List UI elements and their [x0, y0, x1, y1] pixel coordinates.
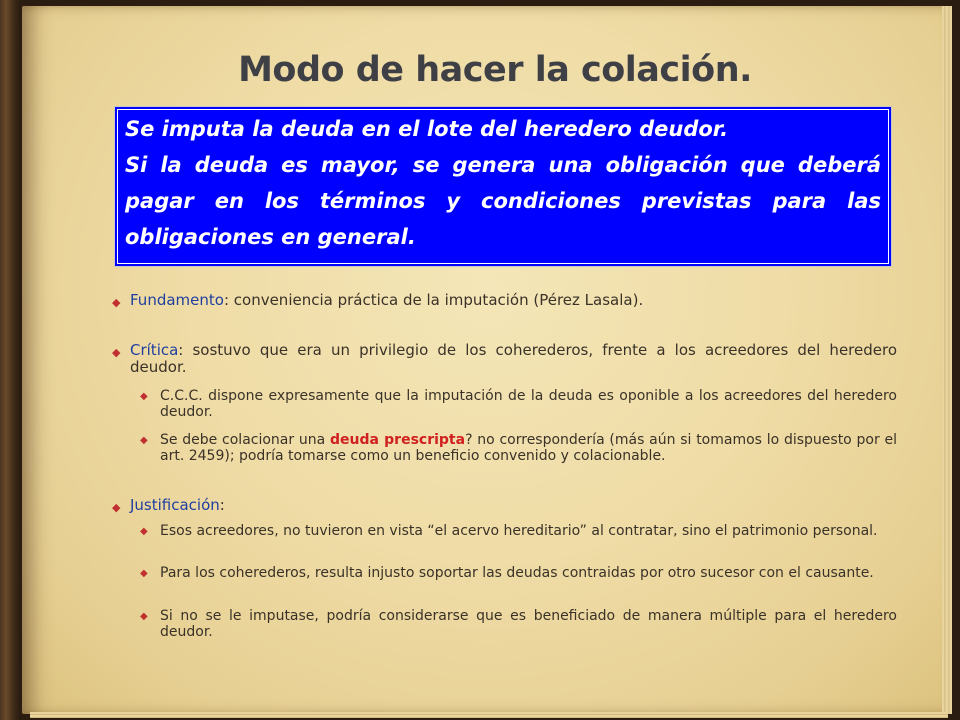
sub-item-critica-1 — [140, 388, 897, 420]
page-edge-right — [942, 6, 952, 714]
item-text: : — [219, 496, 225, 514]
item-text: : sostuvo que era un privilegio de los coherederos, frente a los acreedores del heredero deudor. — [130, 341, 897, 376]
item-label: Justificación — [130, 496, 220, 514]
list-item-fundamento — [112, 291, 897, 309]
list-item-critica — [112, 341, 897, 376]
page-title: Modo de hacer la colación. — [238, 50, 752, 90]
list-item-justificacion — [112, 496, 897, 514]
sub-item-critica-2 — [140, 432, 897, 464]
highlighted-term: deuda prescripta — [330, 432, 466, 448]
sub-item-justificacion-3 — [140, 608, 897, 640]
sub-item-justificacion-1 — [140, 523, 897, 539]
diamond-bullet-icon: ◆ — [140, 568, 148, 579]
sub-item-text-pre: Se debe colacionar una — [160, 432, 330, 448]
sub-item-text: Esos acreedores, no tuvieron en vista “el acervo hereditario” al contratar, sino el patrimonio personal. — [160, 523, 878, 539]
item-label: Crítica — [130, 341, 179, 359]
diamond-bullet-icon: ◆ — [112, 296, 121, 309]
sub-item-text: Si no se le imputase, podría considerarse que es beneficiado de manera múltiple para el heredero deudor. — [160, 608, 897, 640]
sub-item-text: Para los coherederos, resulta injusto soportar las deudas contraidas por otro sucesor con el causante. — [160, 565, 874, 581]
diamond-bullet-icon: ◆ — [140, 391, 148, 402]
page-edge-bottom — [30, 712, 948, 718]
highlight-callout — [115, 107, 891, 266]
diamond-bullet-icon: ◆ — [112, 501, 121, 514]
item-label: Fundamento — [130, 291, 224, 309]
diamond-bullet-icon: ◆ — [112, 346, 121, 359]
callout-line-1: Se imputa la deuda en el lote del heredero deudor. — [125, 117, 729, 141]
sub-item-text-post: ? no correspondería (más aún si tomamos lo dispuesto por el art. 2459); podría tomarse como un beneficio convenido y colacionable. — [160, 432, 897, 464]
sub-item-justificacion-2 — [140, 565, 897, 581]
diamond-bullet-icon: ◆ — [140, 526, 148, 537]
item-text: : conveniencia práctica de la imputación (Pérez Lasala). — [223, 291, 644, 309]
diamond-bullet-icon: ◆ — [140, 611, 148, 622]
sub-item-text: C.C.C. dispone expresamente que la imputación de la deuda es oponible a los acreedores del heredero deudor. — [160, 388, 897, 420]
diamond-bullet-icon: ◆ — [140, 435, 148, 446]
callout-line-2: Si la deuda es mayor, se genera una obligación que deberá pagar en los términos y condiciones previstas para las obligaciones en general. — [125, 153, 881, 249]
